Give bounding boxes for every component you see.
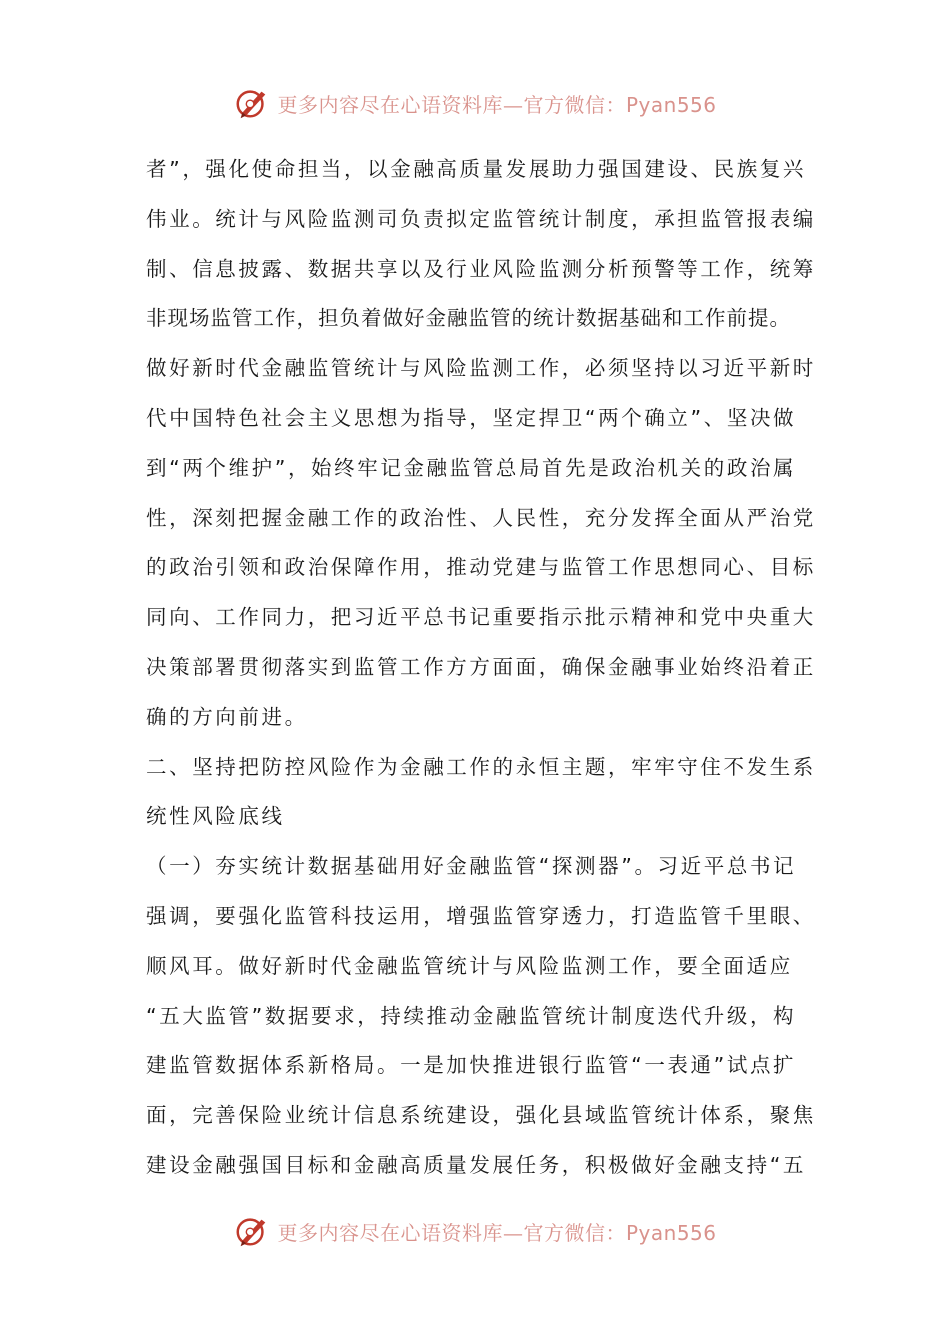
text-line: 强调，要强化监管科技运用，增强监管穿透力，打造监管千里眼、 (146, 903, 816, 928)
watermark-label: 更多内容尽在心语资料库—官方微信： (277, 92, 626, 117)
text-line: 代中国特色社会主义思想为指导，坚定捍卫“两个确立”、坚决做 (146, 405, 797, 430)
text-line: 做好新时代金融监管统计与风险监测工作，必须坚持以习近平新时 (146, 356, 816, 381)
text-line: 到“两个维护”，始终牢记金融监管总局首先是政治机关的政治属 (146, 455, 797, 480)
pen-circle-logo-icon (233, 1212, 271, 1250)
text-line: 建设金融强国目标和金融高质量发展任务，积极做好金融支持“五 (146, 1152, 807, 1177)
watermark-label: 更多内容尽在心语资料库—官方微信： (277, 1220, 626, 1245)
watermark-banner-bottom (0, 1206, 950, 1256)
watermark-text (277, 89, 716, 118)
text-line: 建监管数据体系新格局。一是加快推进银行监管“一表通”试点扩 (146, 1053, 797, 1078)
text-line: 制、信息披露、数据共享以及行业风险监测分析预警等工作，统筹 (146, 256, 816, 281)
watermark-banner-top (0, 78, 950, 128)
pen-circle-logo-icon (233, 84, 271, 122)
watermark-handle: Pyan556 (625, 92, 717, 117)
text-line: 的政治引领和政治保障作用，推动党建与监管工作思想同心、目标 (146, 555, 816, 580)
text-line: 非现场监管工作，担负着做好金融监管的统计数据基础和工作前提。 (146, 306, 791, 331)
text-line: （一）夯实统计数据基础用好金融监管“探测器”。习近平总书记 (146, 854, 797, 879)
section-heading: 二、坚持把防控风险作为金融工作的永恒主题，牢牢守住不发生系 (146, 754, 816, 779)
text-line: 伟业。统计与风险监测司负责拟定监管统计制度，承担监管报表编 (146, 206, 816, 231)
text-line: 同向、工作同力，把习近平总书记重要指示批示精神和党中央重大 (146, 605, 816, 630)
watermark-handle: Pyan556 (625, 1220, 717, 1245)
text-line: 顺风耳。做好新时代金融监管统计与风险监测工作，要全面适应 (146, 953, 793, 978)
text-line: “五大监管”数据要求，持续推动金融监管统计制度迭代升级，构 (146, 1003, 797, 1028)
text-line: 决策部署贯彻落实到监管工作方方面面，确保金融事业始终沿着正 (146, 654, 816, 679)
document-body (146, 145, 816, 1191)
text-line: 性，深刻把握金融工作的政治性、人民性，充分发挥全面从严治党 (146, 505, 816, 530)
section-heading: 统性风险底线 (146, 804, 285, 829)
text-line: 者”，强化使命担当，以金融高质量发展助力强国建设、民族复兴 (146, 157, 807, 181)
text-line: 面，完善保险业统计信息系统建设，强化县域监管统计体系，聚焦 (146, 1103, 816, 1128)
watermark-text (277, 1217, 716, 1246)
text-line: 确的方向前进。 (146, 704, 308, 729)
